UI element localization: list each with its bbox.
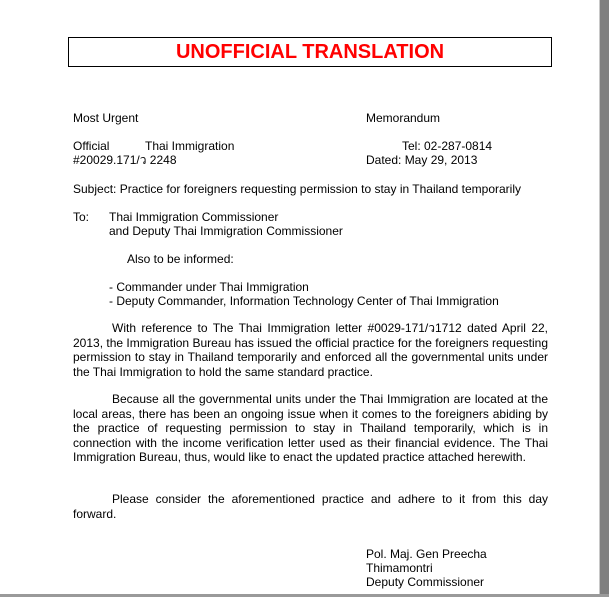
also-informed-label: Also to be informed: <box>127 252 234 266</box>
to-label: To: <box>73 210 90 224</box>
telephone: Tel: 02-287-0814 <box>402 139 493 153</box>
signatory-surname: Thimamontri <box>366 561 433 575</box>
recipient-line-1: Thai Immigration Commissioner <box>109 210 279 224</box>
official-agency: Thai Immigration <box>145 139 235 153</box>
recipient-line-2: and Deputy Thai Immigration Commissioner <box>109 224 343 238</box>
document-type: Memorandum <box>366 111 441 125</box>
cc-item: - Deputy Commander, Information Technology Center of Thai Immigration <box>109 294 499 308</box>
signatory-title: Deputy Commissioner <box>366 575 485 589</box>
urgency-label: Most Urgent <box>73 111 139 125</box>
reference-number: #20029.171/ว 2248 <box>73 153 177 167</box>
unofficial-translation-banner: UNOFFICIAL TRANSLATION <box>68 37 552 67</box>
subject-line: Subject: Practice for foreigners requesting permission to stay in Thailand temporarily <box>73 182 521 196</box>
cc-item: - Commander under Thai Immigration <box>109 280 309 294</box>
date-line: Dated: May 29, 2013 <box>366 153 478 167</box>
body-paragraph: Please consider the aforementioned practice and adhere to it from this day forward. <box>73 492 548 521</box>
body-paragraph: Because all the governmental units under the Thai Immigration are located at the local areas, there has been an ongoing issue when it comes to the foreigners abiding by the practice of requesting permission to stay in Thailand temporarily, which is in connection with the income verification letter used as their financial evidence. The Thai Immigration Bureau, thus, would like to enact the updated practice attached herewith. <box>73 392 548 464</box>
viewer-scroll-edge <box>600 0 609 597</box>
official-label: Official <box>73 139 110 153</box>
body-paragraph: With reference to The Thai Immigration letter #0029-171/ว1712 dated April 22, 2013, the Immigration Bureau has issued the official practice for the foreigners requesting permission to stay in Thailand temporarily and enforced all the governmental units under the Thai Immigration to hold the same standard practice. <box>73 321 548 379</box>
signatory-name: Pol. Maj. Gen Preecha <box>366 547 487 561</box>
